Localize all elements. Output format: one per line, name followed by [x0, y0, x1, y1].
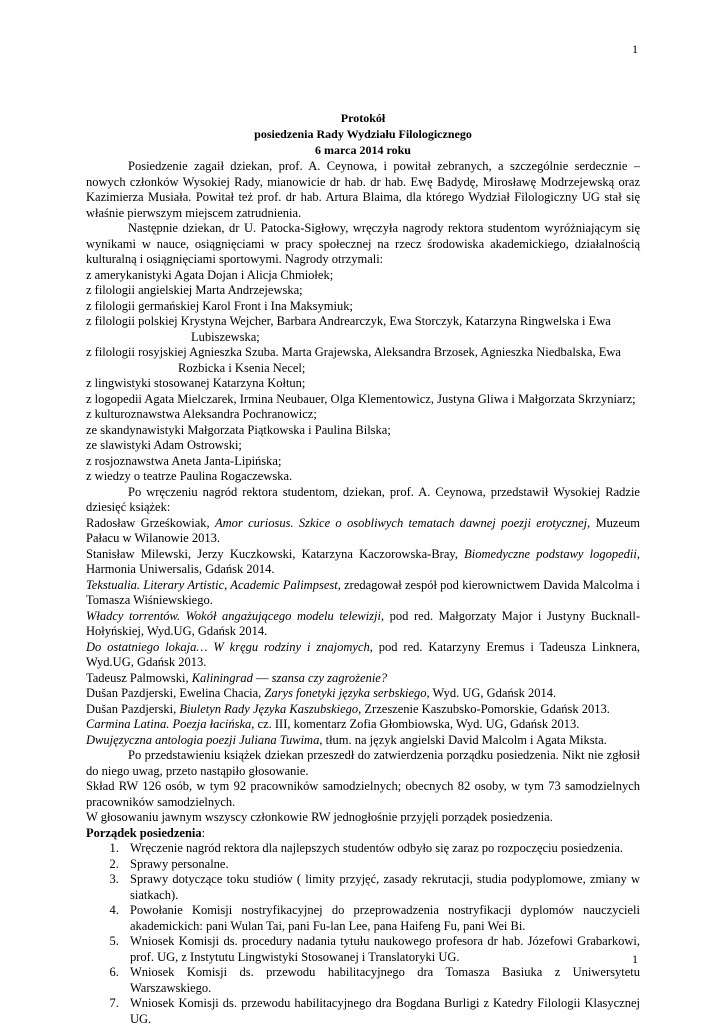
- agenda-item: 4. Powołanie Komisji nostryfikacyjnej do przeprowadzenia nostryfikacji dyplomów nauczycieli akademickich: pani Wulan Tai, pani Fu-lan Lee, pana Haifeng Fu, pani Wei Bi.: [122, 903, 640, 934]
- book-entry: Władcy torrentów. Wokół angażującego modelu telewizji, pod red. Małgorzaty Major i Justyny Bucknall-Hołyńskiej, Wyd.UG, Gdańsk 2014.: [86, 608, 640, 638]
- award-entry: z filologii germańskiej Karol Front i Ina Maksymiuk;: [86, 298, 353, 313]
- award-entry: z filologii rosyjskiej Agnieszka Szuba. Marta Grajewska, Aleksandra Brzosek, Agnieszka Niedbalska, Ewa: [86, 345, 621, 359]
- page-number-bottom: 1: [632, 952, 638, 966]
- book-title: Tekstualia. Literary Artistic, Academic Palimpsest: [86, 577, 338, 592]
- agenda-list: [86, 841, 640, 1027]
- book-entry: Tekstualia. Literary Artistic, Academic Palimpsest, zredagował zespół pod kierownictwem Davida Malcolma i Tomasza Wiśniewskiego.: [86, 577, 640, 607]
- book-entry: Carmina Latina. Poezja łacińska, cz. III, komentarz Zofia Głombiowska, Wyd. UG, Gdańsk 2013.: [86, 717, 580, 731]
- book-title: Amor curiosus. Szkice o osobliwych tematach dawnej poezji erotycznej: [215, 515, 588, 530]
- document-title: [86, 110, 640, 158]
- book-entry: Stanisław Milewski, Jerzy Kuczkowski, Katarzyna Kaczorowska-Bray, Biomedyczne podstawy logopedii, Harmonia Uniwersalis, Gdańsk 2014.: [86, 546, 640, 576]
- award-entry: z rosjoznawstwa Aneta Janta-Lipińska;: [86, 453, 282, 468]
- award-entry: z filologii polskiej Krystyna Wejcher, Barbara Andrearczyk, Ewa Storczyk, Katarzyna Ringwelska i Ewa: [86, 314, 611, 328]
- agenda-item: 2. Sprawy personalne.: [122, 857, 640, 873]
- book-entry: Dušan Pazdjerski, Biuletyn Rady Języka Kaszubskiego, Zrzeszenie Kaszubsko-Pomorskie, Gdańsk 2013.: [86, 701, 610, 716]
- award-entry-continuation: Lubiszewska;: [191, 329, 260, 344]
- title-line-3: 6 marca 2014 roku: [315, 143, 411, 157]
- title-line-1: Protokół: [340, 111, 386, 125]
- award-entry: z amerykanistyki Agata Dojan i Alicja Chmiołek;: [86, 267, 334, 282]
- award-entry: z wiedzy o teatrze Paulina Rogaczewska.: [86, 469, 293, 483]
- books-list: [86, 516, 640, 749]
- award-entry: ze skandynawistyki Małgorzata Piątkowska i Paulina Bilska;: [86, 422, 391, 437]
- agenda-item: 5. Wniosek Komisji ds. procedury nadania tytułu naukowego profesora dr hab. Józefowi Grabarkowi, prof. UG, z Instytutu Lingwistyki Stosowanej i Translatoryki UG.: [122, 934, 640, 965]
- book-title: Zarys fonetyki języka serbskiego: [264, 686, 427, 700]
- award-entry: z lingwistyki stosowanej Katarzyna Kołtun;: [86, 376, 306, 390]
- page-number-top: 1: [632, 42, 638, 56]
- book-entry: Dušan Pazdjerski, Ewelina Chacia, Zarys fonetyki języka serbskiego, Wyd. UG, Gdańsk 2014.: [86, 686, 557, 700]
- award-entry: z filologii angielskiej Marta Andrzejewska;: [86, 283, 303, 297]
- books-intro: Po wręczeniu nagród rektora studentom, dziekan, prof. A. Ceynowa, przedstawił Wysokiej Radzie dziesięć książek:: [86, 484, 640, 514]
- book-title: Biomedyczne podstawy logopedii: [464, 546, 637, 561]
- book-title: Władcy torrentów. Wokół angażującego modelu telewizji: [86, 608, 381, 623]
- award-entry: z kulturoznawstwa Aleksandra Pochranowicz;: [86, 407, 317, 421]
- awards-list: [86, 268, 640, 485]
- vote-result: W głosowaniu jawnym wszyscy członkowie RW jednogłośnie przyjęli porządek posiedzenia.: [86, 810, 553, 824]
- agenda-item: 7. Wniosek Komisji ds. przewodu habilitacyjnego dra Bogdana Burligi z Katedry Filologii Klasycznej UG.: [122, 996, 640, 1027]
- document-body: [86, 159, 640, 1027]
- approval-paragraph: Po przedstawieniu książek dziekan przeszedł do zatwierdzenia porządku posiedzenia. Nikt nie zgłosił do niego uwag, przeto nastąpiło głosowanie.: [86, 748, 640, 778]
- book-entry: Dwujęzyczna antologia poezji Juliana Tuwima, tłum. na język angielski David Malcolm i Agata Miksta.: [86, 732, 607, 747]
- book-title: Dwujęzyczna antologia poezji Juliana Tuwima: [86, 732, 320, 747]
- council-composition: Skład RW 126 osób, w tym 92 pracowników samodzielnych; obecnych 82 osoby, w tym 73 samodzielnych pracowników samodzielnych.: [86, 779, 640, 809]
- book-title: Biuletyn Rady Języka Kaszubskiego: [179, 701, 359, 716]
- agenda-item: 6. Wniosek Komisji ds. przewodu habilitacyjnego dra Tomasza Basiuka z Uniwersytetu Warszawskiego.: [122, 965, 640, 996]
- agenda-item: 1. Wręczenie nagród rektora dla najlepszych studentów odbyło się zaraz po rozpoczęciu posiedzenia.: [122, 841, 640, 857]
- awards-intro: Następnie dziekan, dr U. Patocka-Sigłowy, wręczyła nagrody rektora studentom wyróżniającym się wynikami w nauce, osiągnięciami w pracy społecznej na rzecz środowiska akademickiego, działalnością kulturalną i osiągnięciami sportowymi. Nagrody otrzymali:: [86, 221, 640, 266]
- agenda-heading: Porządek posiedzenia:: [86, 825, 206, 840]
- opening-paragraph: Posiedzenie zagaił dziekan, prof. A. Ceynowa, i powitał zebranych, a szczególnie serdecznie – nowych członków Wysokiej Rady, mianowicie dr hab. dr hab. Ewę Badydę, Mirosławę Modrzejewską oraz Kazimierza Musiała. Powitał też prof. dr hab. Artura Blaima, dla którego Wydział Filologiczny UG stał się właśnie pierwszym miejscem zatrudnienia.: [86, 159, 640, 220]
- book-title: Kaliningrad ― szansa czy zagrożenie?: [191, 670, 388, 685]
- book-title: Carmina Latina. Poezja łacińska: [86, 717, 252, 731]
- title-line-2: posiedzenia Rady Wydziału Filologicznego: [254, 127, 472, 141]
- book-entry: Tadeusz Palmowski, Kaliningrad ― szansa czy zagrożenie?: [86, 670, 388, 685]
- agenda-item: 3. Sprawy dotyczące toku studiów ( limity przyjęć, zasady rekrutacji, studia podyplomowe, zmiany w siatkach).: [122, 872, 640, 903]
- award-entry: ze slawistyki Adam Ostrowski;: [86, 438, 242, 452]
- book-entry: Do ostatniego lokaja… W kręgu rodziny i znajomych, pod red. Katarzyny Eremus i Tadeusza Linknera, Wyd.UG, Gdańsk 2013.: [86, 639, 641, 669]
- award-entry: z logopedii Agata Mielczarek, Irmina Neubauer, Olga Klementowicz, Justyna Gliwa i Małgorzata Skrzyniarz;: [86, 391, 636, 406]
- book-title: Do ostatniego lokaja… W kręgu rodziny i znajomych: [86, 639, 370, 654]
- book-entry: Radosław Grześkowiak, Amor curiosus. Szkice o osobliwych tematach dawnej poezji erotycznej, Muzeum Pałacu w Wilanowie 2013.: [86, 515, 641, 545]
- award-entry-continuation: Rozbicka i Ksenia Necel;: [178, 360, 306, 375]
